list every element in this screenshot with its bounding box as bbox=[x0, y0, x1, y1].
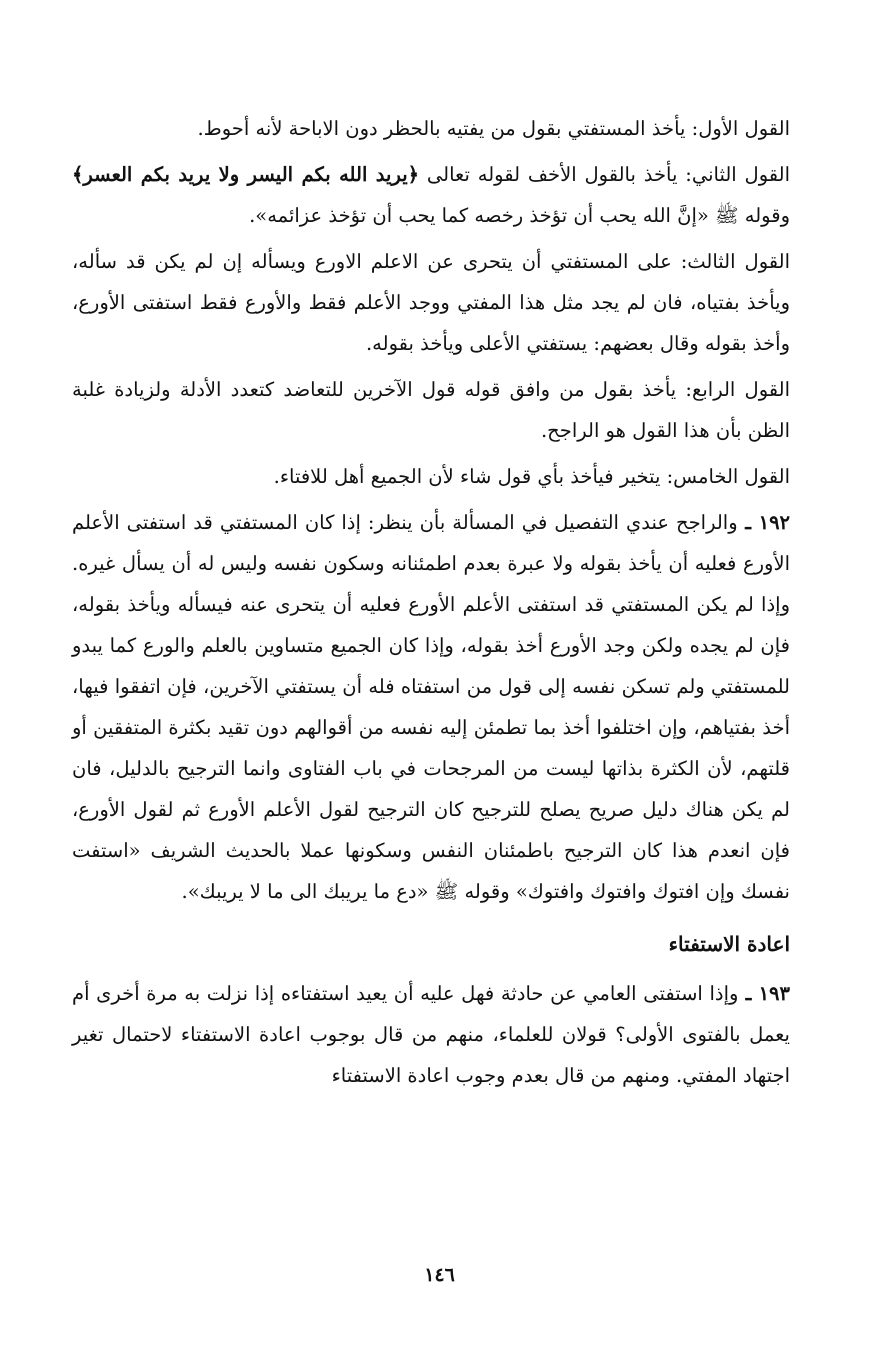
paragraph-first-opinion: القول الأول: يأخذ المستفتي بقول من يفتيه بالحظر دون الاباحة لأنه أحوط. bbox=[197, 117, 790, 140]
quran-verse: ﴿يريد الله بكم اليسر ولا يريد بكم العسر﴾ bbox=[72, 163, 420, 186]
second-opinion-intro: القول الثاني: يأخذ بالقول الأخف لقوله تعالى bbox=[419, 163, 790, 186]
paragraph-193-text: وإذا استفتى العامي عن حادثة فهل عليه أن يعيد استفتاءه إذا نزلت به مرة أخرى أم يعمل بالفتوى الأولى؟ قولان للعلماء، منهم من قال بوجوب اعادة الاستفتاء لاحتمال تغير اجتهاد المفتي. ومنهم من قال بعدم وجوب اعادة الاستفتاء bbox=[72, 982, 790, 1087]
paragraph-fifth-opinion: القول الخامس: يتخير فيأخذ بأي قول شاء لأن الجميع أهل للافتاء. bbox=[273, 465, 790, 488]
paragraph-193 bbox=[72, 973, 790, 1096]
page-number: ١٤٦ bbox=[424, 1264, 455, 1286]
section-heading: اعادة الاستفتاء bbox=[668, 932, 790, 956]
paragraph-number: ١٩٢ ـ bbox=[737, 511, 791, 534]
paragraph-192-text: والراجح عندي التفصيل في المسألة بأن ينظر: إذا كان المستفتي قد استفتى الأعلم الأورع فعليه أن يأخذ بقوله ولا عبرة بعدم اطمئنانه وسكون نفسه وليس له أن يسأل غيره. وإذا لم يكن المستفتي قد استفتى الأعلم الأورع فعليه أن يتحرى عنه فيسأله ويأخذ بقوله، فإن لم يجده ولكن وجد الأورع أخذ بقوله، وإذا كان الجميع متساوين بالعلم والورع كما يبدو للمستفتي ولم تسكن نفسه إلى قول من استفتاه فله أن يستفتي الآخرين، فإن اتفقوا فيها، أخذ بفتياهم، وإن اختلفوا أخذ بما تطمئن إليه نفسه من أقوالهم دون تقيد بكثرة المتفقين أو قلتهم، لأن الكثرة بذاتها ليست من المرجحات في باب الفتاوى وانما الترجيح بالدليل، فان لم يكن هناك دليل صريح يصلح للترجيح كان الترجيح لقول الأعلم الأورع ثم لقول الأورع، فإن انعدم هذا كان الترجيح باطمئنان النفس وسكونها عملا بالحديث الشريف «استفت نفسك وإن افتوك وافتوك وافتوك» وقوله ﷺ «دع ما يريبك الى ما لا يريبك». bbox=[72, 511, 790, 903]
paragraph-second-opinion bbox=[72, 154, 790, 236]
page-body bbox=[72, 108, 790, 1101]
paragraph-number: ١٩٣ ـ bbox=[738, 982, 790, 1005]
second-opinion-hadith: وقوله ﷺ «إنَّ الله يحب أن تؤخذ رخصه كما يحب أن تؤخذ عزائمه». bbox=[249, 204, 790, 227]
paragraph-192 bbox=[72, 502, 790, 912]
paragraph-third-opinion: القول الثالث: على المستفتي أن يتحرى عن الاعلم الاورع ويسأله إن لم يكن قد سأله، ويأخذ بفتياه، فان لم يجد مثل هذا المفتي ووجد الأعلم فقط والأورع فقط استفتى الأورع، وأخذ بقوله وقال بعضهم: يستفتي الأعلى ويأخذ بقوله. bbox=[72, 250, 790, 355]
paragraph-fourth-opinion: القول الرابع: يأخذ بقول من وافق قوله قول الآخرين للتعاضد كتعدد الأدلة ولزيادة غلبة الظن بأن هذا القول هو الراجح. bbox=[72, 378, 790, 442]
